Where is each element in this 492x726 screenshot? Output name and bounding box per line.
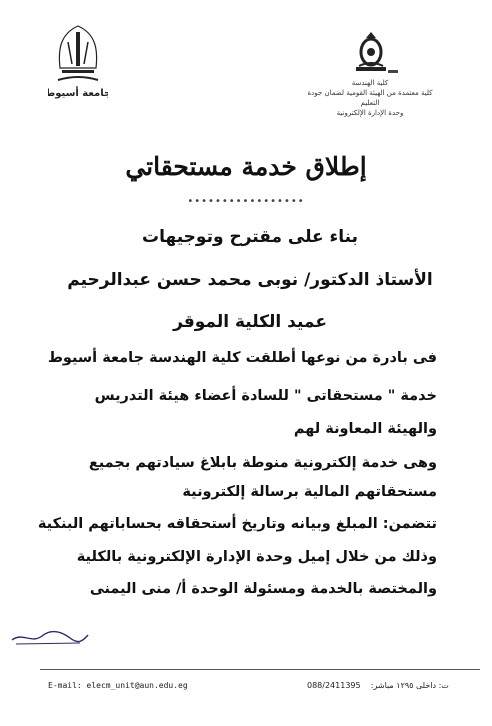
footer-contact	[307, 681, 449, 690]
body-line-1: فى بادرة من نوعها أطلقت كلية الهندسة جامعة أسيوط	[47, 350, 437, 366]
body-line-3: والهيئة المعاونة لهم	[293, 421, 437, 437]
unit-name: وحدة الإدارة الإلكترونية	[336, 109, 404, 117]
body-line-6: تتضمن: المبلغ وبيانه وتاريخ أستحقاقه بحساباتهم البنكية	[37, 516, 437, 532]
footer-phone: 088/2411395	[307, 681, 361, 690]
footer-email: E-mail: elecm_unit@aun.edu.eg	[48, 681, 188, 690]
body-line-5: مستحقاتهم المالية برسالة إلكترونية	[182, 484, 437, 500]
accreditation-text: كلية معتمدة من الهيئة القومية لضمان جودة التعليم	[307, 89, 433, 107]
university-emblem-icon	[48, 24, 108, 104]
heading-line-2: الأستاذ الدكتور/ نوبى محمد حسن عبدالرحيم	[67, 270, 433, 290]
university-logo-text: جامعة أسيوط	[48, 88, 108, 99]
heading-line-1: بناء على مقترح وتوجيهات	[142, 227, 358, 247]
footer-divider	[40, 669, 480, 670]
signature	[10, 626, 90, 648]
faculty-header	[300, 26, 440, 118]
university-logo	[48, 24, 108, 104]
footer-extension: ت: داخلى ١٢٩٥ مباشر:	[370, 681, 449, 690]
faculty-emblem-icon	[326, 26, 416, 78]
faculty-name: كلية الهندسة	[351, 79, 389, 87]
heading-line-3: عميد الكلية الموقر	[173, 312, 327, 332]
body-line-7: وذلك من خلال إميل وحدة الإدارة الإلكترونية بالكلية	[76, 549, 437, 565]
body-line-4: وهى خدمة إلكترونية منوطة بابلاغ سيادتهم بجميع	[88, 455, 437, 471]
title-separator: •••••••••••••••••	[187, 196, 305, 207]
body-line-8: والمختصة بالخدمة ومسئولة الوحدة أ/ منى اليمنى	[89, 581, 437, 597]
document-title: إطلاق خدمة مستحقاتي	[125, 152, 367, 181]
body-line-2: خدمة " مستحقاتى " للسادة أعضاء هيئة التدريس	[94, 388, 437, 404]
